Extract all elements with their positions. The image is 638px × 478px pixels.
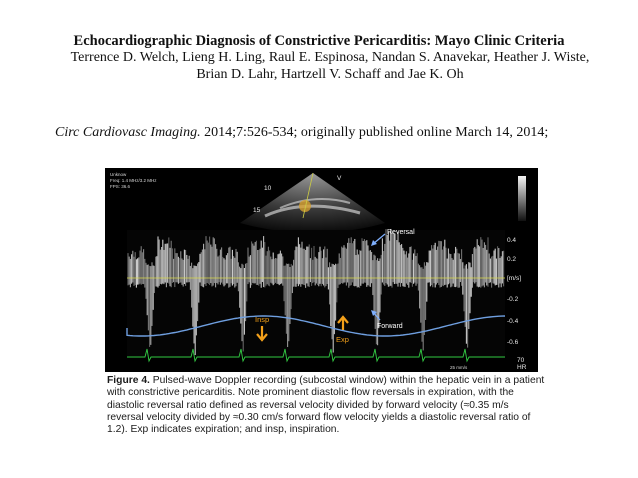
hr-unit: HR [517,364,527,371]
exp-label: Exp [336,335,349,344]
tick-neg0.2: -0.2 [507,296,519,303]
tick-0.2: 0.2 [507,256,517,263]
hr-value: 70 [517,357,525,364]
sweep-speed: 25 mm/s [450,365,468,370]
citation [55,125,548,141]
tick-unit: [m/s] [507,275,522,282]
doppler-figure [105,168,538,372]
velocity-axis [507,237,521,346]
journal-name: Circ Cardiovasc Imaging. [55,125,201,140]
header-line-2: Freq: 1.4 MHz/3.2 MHz [110,178,157,183]
authors-line-1: Terrence D. Welch, Lieng H. Ling, Raul E. Espinosa, Nandan S. Anavekar, Heather J. Wiste, [70,50,590,65]
echo-label-10: 10 [264,185,272,192]
forward-label: Forward [377,323,403,330]
grey-scale-bar [518,176,526,221]
echo-label-v: V [337,175,342,182]
tick-neg0.6: -0.6 [507,339,519,346]
tick-neg0.4: -0.4 [507,318,519,325]
tick-0.4: 0.4 [507,237,517,244]
reversal-label: Reversal [387,229,415,236]
doppler-figure-svg [105,168,538,372]
caption-text: Pulsed-wave Doppler recording (subcostal window) within the hepatic vein in a patient with constrictive pericarditis. Note prominent diastolic flow reversals in expiration, with the diastolic reversal ratio defined as reversal velocity divided by forward velocity (≈0.35 m/s reversal velocity divided by ≈0.30 cm/s forward flow velocity yields a diastolic reversal ratio of 1.2). Exp indicates expiration; and insp, inspiration. [107,375,545,436]
insp-label: Insp [255,315,270,324]
header-line-3: FPS: 36.6 [110,184,131,189]
authors-line-2: Brian D. Lahr, Hartzell V. Schaff and Jae K. Oh [196,67,464,82]
caption-label: Figure 4. [107,375,150,386]
echo-sector-image [240,173,385,233]
figure-caption [107,375,547,436]
header-line-1: Unknow [110,172,127,177]
echo-label-15: 15 [253,207,261,214]
paper-authors [70,49,590,83]
paper-title: Echocardiographic Diagnosis of Constrictive Pericarditis: Mayo Clinic Criteria [73,33,565,49]
citation-details: 2014;7:526-534; originally published online March 14, 2014; [200,125,549,140]
